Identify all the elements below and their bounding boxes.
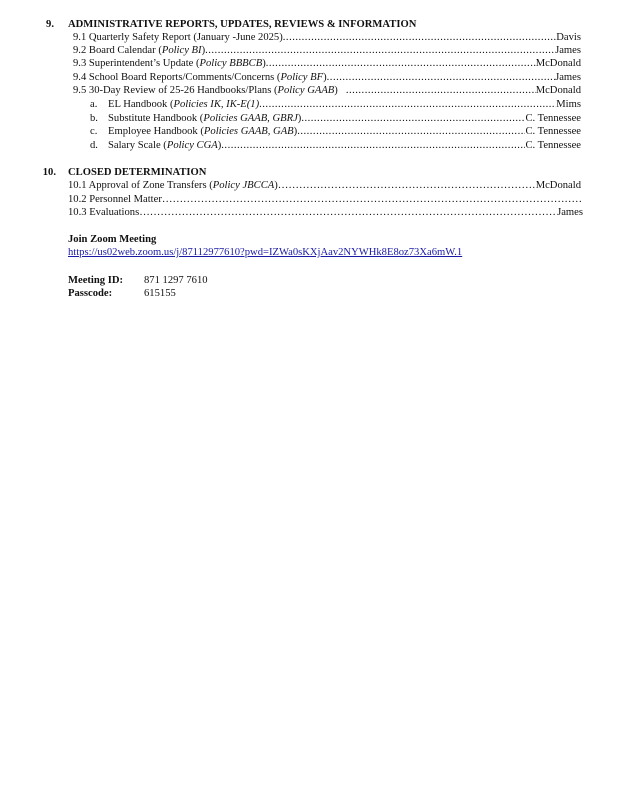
agenda-item-9-2 [73,44,581,57]
dot-leader [221,139,525,152]
policy-ref: Policies IK, IK-E(1) [173,99,260,110]
policy-ref: Policy CGA [166,140,218,151]
item-label: 9.5 30-Day Review of 25-26 Handbooks/Plans (Policy GAAB) [73,85,338,96]
item-label: 9.2 Board Calendar (Policy BI) [73,45,206,56]
subitem-letter: d. [90,140,98,151]
meeting-id-row [68,274,208,287]
item-label: 10.3 Evaluations [68,207,140,218]
dot-leader [266,57,536,70]
dot-leader [297,125,525,138]
agenda-subitem-a [90,98,581,111]
passcode-value: 615155 [144,288,176,299]
policy-ref: Policies GAAB, GBRJ [203,113,298,124]
agenda-item-9-5 [73,84,581,97]
dot-leader [139,206,557,219]
subitem-letter: c. [90,126,98,137]
agenda-subitem-c [90,125,581,138]
policy-ref: Policy BF [280,72,324,83]
section-9-number: 9. [46,19,54,30]
policy-ref: Policies GAAB, GAB [203,126,294,137]
item-presenter: James [555,45,581,56]
item-presenter: James [555,72,581,83]
item-presenter: Davis [556,32,581,43]
dot-leader [205,44,555,57]
agenda-item-9-4 [73,71,581,84]
section-10-title: CLOSED DETERMINATION [68,167,207,178]
agenda-item-10-1 [68,179,581,192]
policy-ref: Policy BBBCB [199,58,263,69]
item-label: a. EL Handbook (Policies IK, IK-E(1) [90,99,260,110]
item-label: 9.3 Superintendent’s Update (Policy BBBCB) [73,58,266,69]
policy-ref: Policy GAAB [277,85,335,96]
item-label: c. Employee Handbook (Policies GAAB, GAB) [90,126,298,137]
meeting-id-value: 871 1297 7610 [144,275,208,286]
item-presenter: McDonald [535,85,581,96]
item-presenter: McDonald [535,180,581,191]
item-label: b. Substitute Handbook (Policies GAAB, GBRJ) [90,113,302,124]
item-label: d. Salary Scale (Policy CGA) [90,140,222,151]
item-presenter: C. Tennessee [525,126,581,137]
agenda-item-10-3 [68,206,583,219]
agenda-item-9-3 [73,57,581,70]
item-label: 10.1 Approval of Zone Transfers (Policy JBCCA) [68,180,278,191]
item-label: 9.4 School Board Reports/Comments/Concerns (Policy BF) [73,72,327,83]
zoom-heading: Join Zoom Meeting [68,234,157,245]
item-label: 9.1 Quarterly Safety Report (January -June 2025) [73,32,283,43]
agenda-subitem-b [90,112,581,125]
item-presenter: C. Tennessee [525,113,581,124]
agenda-item-9-1 [73,31,581,44]
section-9-header [0,18,618,31]
section-9-title: ADMINISTRATIVE REPORTS, UPDATES, REVIEWS & INFORMATION [68,19,417,30]
item-presenter: C. Tennessee [525,140,581,151]
agenda-subitem-d [90,139,581,152]
zoom-meeting-link[interactable]: https://us02web.zoom.us/j/87112977610?pwd=IZWa0sKXjAav2NYWHk8E8oz73Xa6mW.1 [68,247,463,258]
section-10-header [0,166,618,179]
item-presenter: James [557,207,583,218]
item-presenter: McDonald [535,58,581,69]
passcode-label: Passcode: [68,288,113,299]
agenda-item-10-2 [68,193,581,206]
dot-leader [283,31,557,44]
dot-leader [346,84,536,97]
dot-leader [327,71,555,84]
meeting-id-label: Meeting ID: [68,275,124,286]
subitem-letter: b. [90,113,98,124]
subitem-letter: a. [90,99,98,110]
section-10-number: 10. [42,167,56,178]
item-presenter: Mims [556,99,581,110]
policy-ref: Policy JBCCA [212,180,275,191]
dot-leader [278,179,536,192]
item-label: 10.2 Personnel Matter [68,194,162,205]
dot-leader [162,193,581,206]
policy-ref: Policy BI [161,45,202,56]
dot-leader [259,98,556,111]
dot-leader [301,112,525,125]
passcode-row [68,287,176,300]
